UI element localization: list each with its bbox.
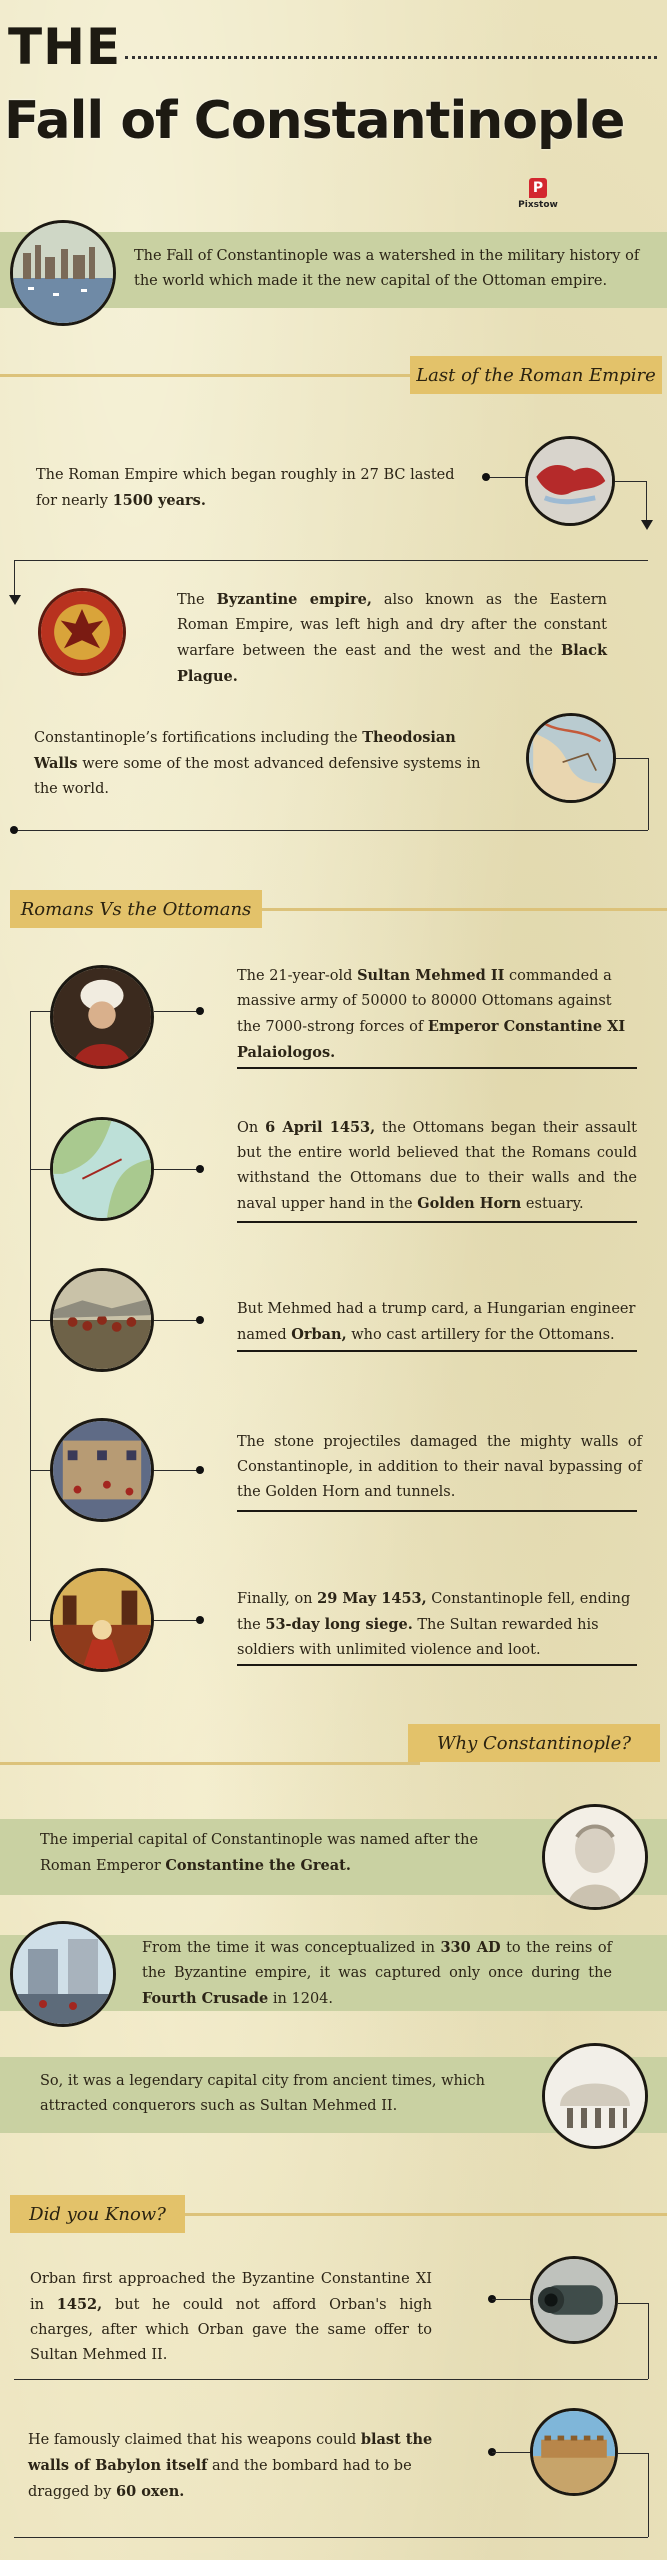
connector-dot (196, 1616, 204, 1624)
item-underline (237, 1350, 637, 1352)
golden-horn-map-image (50, 1117, 154, 1221)
section3-title: Why Constantinople? (408, 1724, 660, 1762)
section1-rule (0, 374, 420, 377)
section1-title: Last of the Roman Empire (410, 356, 662, 394)
connector-dot (196, 1316, 204, 1324)
section2-title: Romans Vs the Ottomans (10, 890, 262, 928)
logo-mark-icon: P (529, 178, 547, 198)
connector (618, 2453, 648, 2454)
connector (30, 1320, 52, 1321)
connector (30, 1169, 52, 1170)
connector (30, 1470, 52, 1471)
connector (492, 2299, 532, 2300)
arrow-down-icon (641, 520, 653, 530)
item-underline (237, 1067, 637, 1069)
connector (14, 560, 648, 561)
section1-item3-text: Constantinople’s fortifications including the Theodosian Walls were some of the most advanced defensive systems in the world. (34, 729, 481, 797)
section4-rule (140, 2213, 667, 2216)
section3-item1-text: The imperial capital of Constantinople was named after the Roman Emperor Constantine the Great. (40, 1832, 479, 1874)
connector-dot (196, 1007, 204, 1015)
section2-item3-text: But Mehmed had a trump card, a Hungarian engineer named Orban, who cast artillery for the Ottomans. (237, 1301, 636, 1343)
ottoman-army-image (50, 1268, 154, 1372)
item-underline (237, 1664, 637, 1666)
item-underline (237, 1510, 637, 1512)
connector (14, 2379, 648, 2380)
connector (646, 481, 647, 521)
section3-item2-text: From the time it was conceptualized in 330 AD to the reins of the Byzantine empire, it was captured only once during the Fourth Crusade in 1204. (142, 1939, 612, 2007)
section2-item5-text: Finally, on 29 May 1453, Constantinople fell, ending the 53-day long siege. The Sultan rewarded his soldiers with unlimited violence and loot. (237, 1590, 631, 1658)
section3-rule (0, 1762, 420, 1765)
connector (648, 2303, 649, 2379)
connector (486, 477, 526, 478)
connector (154, 1320, 200, 1321)
constantinople-map-image (10, 220, 116, 326)
timeline-spine (30, 1011, 31, 1641)
arrow-down-icon (9, 595, 21, 605)
byzantine-eagle-image (38, 588, 126, 676)
constantine-bust-image (542, 1804, 648, 1910)
fall-of-city-image (50, 1568, 154, 1672)
connector (648, 758, 649, 830)
connector (154, 1011, 200, 1012)
sultan-mehmed-portrait (50, 965, 154, 1069)
hagia-sophia-image (542, 2043, 648, 2149)
section2-item1-text: The 21-year-old Sultan Mehmed II commanded a massive army of 50000 to 80000 Ottomans against the 7000-strong forces of Emperor Constantine XI Palaiologos. (237, 967, 626, 1061)
intro-text: The Fall of Constantinople was a watershed in the military history of the world which made it the new capital of the Ottoman empire. (134, 248, 640, 289)
section4-item1-text: Orban first approached the Byzantine Constantine XI in 1452, but he could not afford Orban's high charges, after which Orban gave the same offer to Sultan Mehmed II. (30, 2271, 432, 2363)
connector-dot (10, 826, 18, 834)
section3-item3-text: So, it was a legendary capital city from ancient times, which attracted conquerors such as Sultan Mehmed II. (40, 2073, 485, 2114)
section4-title: Did you Know? (10, 2195, 185, 2233)
connector (30, 1620, 52, 1621)
page-title: Fall of Constantinople (4, 91, 625, 151)
connector (154, 1470, 200, 1471)
connector (492, 2452, 532, 2453)
roman-empire-map-image (525, 436, 615, 526)
connector (14, 830, 648, 831)
bombard-cannon-image (530, 2256, 618, 2344)
connector-dot (196, 1165, 204, 1173)
connector (618, 2303, 648, 2304)
connector (615, 481, 647, 482)
section1-item1-text: The Roman Empire which began roughly in 27 BC lasted for nearly 1500 years. (36, 467, 455, 509)
pixstow-logo (516, 178, 560, 210)
connector (648, 2453, 649, 2537)
connector (14, 2537, 648, 2538)
theodosian-walls-map-image (526, 713, 616, 803)
crusade-siege-image (10, 1921, 116, 2027)
connector (154, 1169, 200, 1170)
title-the: THE (8, 18, 122, 76)
connector (14, 560, 15, 596)
connector (154, 1620, 200, 1621)
connector (616, 758, 648, 759)
title-dotted-rule (125, 56, 657, 59)
section1-item2-text: The Byzantine empire, also known as the Eastern Roman Empire, was left high and dry after the constant warfare between the east and the west and the Black Plague. (177, 591, 607, 685)
connector-dot (482, 473, 490, 481)
siege-walls-image (50, 1418, 154, 1522)
connector (30, 1011, 52, 1012)
section2-item4-text: The stone projectiles damaged the mighty walls of Constantinople, in addition to their naval bypassing of the Golden Horn and tunnels. (237, 1434, 642, 1500)
item-underline (237, 1221, 637, 1223)
logo-text: Pixstow (518, 200, 558, 210)
babylon-walls-image (530, 2408, 618, 2496)
section2-item2-text: On 6 April 1453, the Ottomans began their assault but the entire world believed that the Romans could withstand the Ottomans due to their walls and the naval upper hand in the Golden Horn estuary. (237, 1119, 638, 1212)
connector-dot (196, 1466, 204, 1474)
section4-item2-text: He famously claimed that his weapons could blast the walls of Babylon itself and the bombard had to be dragged by 60 oxen. (28, 2431, 433, 2500)
